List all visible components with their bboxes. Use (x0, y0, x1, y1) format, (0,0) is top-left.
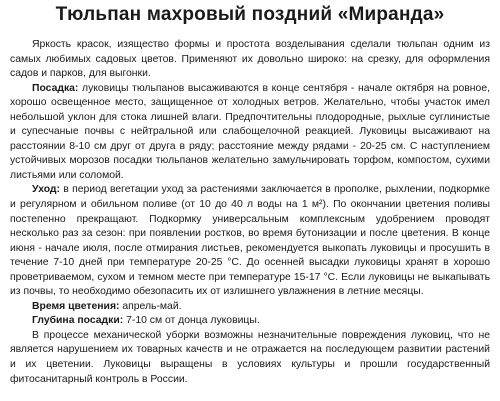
page-title: Тюльпан махровый поздний «Миранда» (55, 4, 445, 25)
description-body (10, 38, 490, 387)
care-text: в период вегетации уход за растениями заключается в прополке, рыхлении, подкормке и регулярном и обильном поливе (от 10 до 40 л воды на 1 м²). По окончании цветения поливы постепенно прекращают. Подкормку универсальным комплексным удобрением проводят несколько раз за сезон: при появлении ростков, во время бутонизации и после цветения. В конце июня - начале июля, после отмирания листьев, рекомендуется выкопать луковицы и просушить в течение 7-10 дней при температуре 20-25 °С. До осенней высадки луковицы хранят в хорошо проветриваемом, сухом и темном месте при температуре 15-17 °С. Если луковицы не выкапывать из почвы, то необходимо обезопасить их от излишнего увлажнения в летние месяцы. (10, 184, 490, 298)
intro-paragraph: Яркость красок, изящество формы и простота возделывания сделали тюльпан одним из самых любимых садовых цветов. Применяют их довольно широко: на срезку, для оформления садов и парков, для выгонки. (10, 39, 490, 80)
depth-label: Глубина посадки: (32, 315, 124, 327)
bloom-text: апрель-май. (119, 300, 182, 312)
bloom-paragraph (10, 300, 490, 315)
depth-text: 7-10 см от донца луковицы. (123, 315, 260, 327)
planting-text: луковицы тюльпанов высаживаются в конце сентября - начале октября на ровное, хорошо освещенное место, защищенное от холодных ветров. Желательно, чтобы участок имел небольшой уклон для стока лишней влаги. Предпочтительны плодородные, рыхлые суглинистые и супесчаные почвы с нейтральной или слабощелочной реакцией. Луковицы высаживают на расстоянии 8-10 см друг от друга в ряду; расстояние между рядами - 20-25 см. С наступлением устойчивых морозов посадки тюльпанов желательно замульчировать торфом, компостом, сухими листьями или соломой. (10, 82, 490, 181)
bloom-label: Время цветения: (32, 300, 120, 312)
planting-label: Посадка: (32, 82, 79, 94)
note-paragraph: В процессе механической уборки возможны незначительные повреждения луковиц, что не является нарушением их товарных качеств и не отражается на последующем развитии растений и их цветении. Луковицы выращены в условиях культуры и прошли государственный фитосанитарный контроль в России. (10, 329, 490, 385)
care-label: Уход: (32, 184, 60, 196)
depth-paragraph (10, 314, 490, 329)
planting-paragraph (10, 82, 490, 184)
care-paragraph (10, 183, 490, 299)
